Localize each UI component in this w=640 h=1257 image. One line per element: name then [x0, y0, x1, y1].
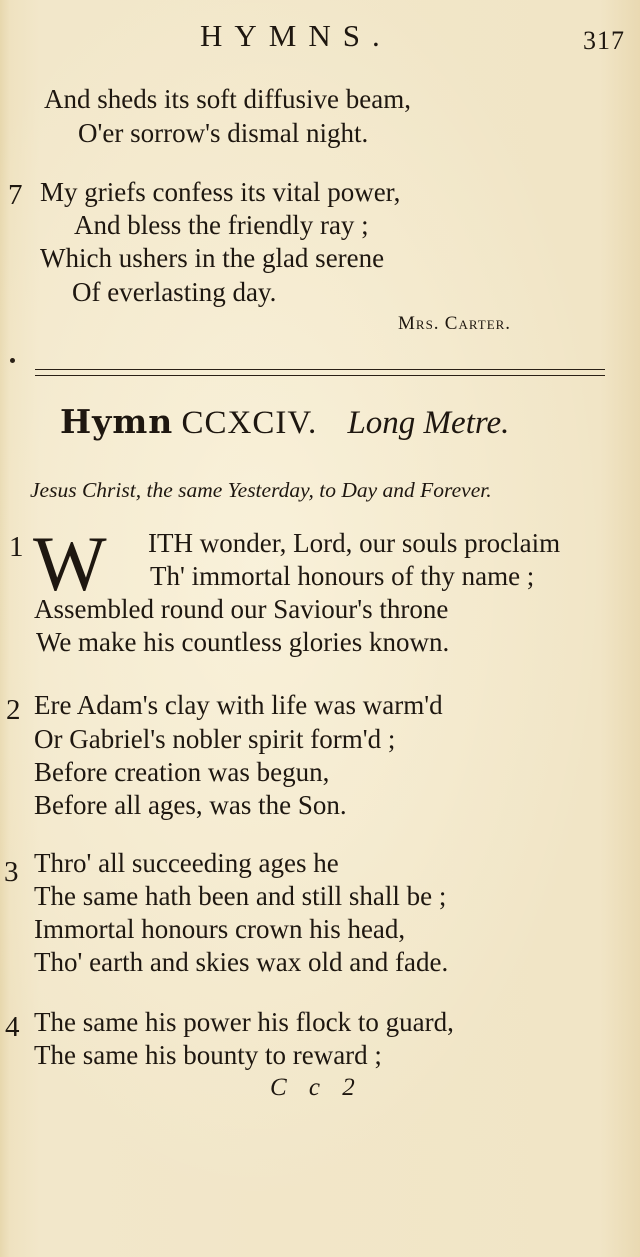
verse-line: Which ushers in the glad serene [40, 243, 385, 273]
verse-line: The same his bounty to reward ; [34, 1040, 382, 1070]
signature-mark: C c 2 [270, 1074, 363, 1101]
verse-line: Or Gabriel's nobler spirit form'd ; [34, 724, 396, 754]
section-rule [35, 369, 605, 376]
verse-line: Immortal honours crown his head, [34, 914, 406, 944]
verse-line: Ere Adam's clay with life was warm'd [34, 690, 443, 720]
stanza-number: 7 [8, 179, 23, 211]
author-attribution [398, 313, 511, 335]
hymn-meter: Long Metre. [347, 405, 510, 441]
running-title: HYMNS. [200, 18, 392, 53]
verse-line: O'er sorrow's dismal night. [78, 118, 369, 148]
verse-line: The same hath been and still shall be ; [34, 881, 447, 911]
hymn-label: Hymn [60, 402, 174, 441]
stanza-number: 4 [5, 1011, 20, 1043]
page-number: 317 [583, 26, 625, 55]
stanza-number: 2 [6, 694, 21, 726]
verse-line: And sheds its soft diffusive beam, [44, 84, 411, 114]
author-prefix: Mrs. [398, 313, 440, 334]
stanza-number: 1 [9, 531, 24, 563]
hymn-heading [60, 402, 509, 442]
ink-dot [10, 358, 15, 363]
verse-line: ITH wonder, Lord, our souls proclaim [148, 528, 561, 558]
verse-line: We make his countless glories known. [36, 627, 450, 657]
verse-line: Tho' earth and skies wax old and fade. [34, 947, 449, 977]
verse-line: Before creation was begun, [34, 757, 330, 787]
verse-line: Thro' all succeeding ages he [34, 848, 339, 878]
hymn-subtitle: Jesus Christ, the same Yesterday, to Day and Forever. [30, 478, 492, 502]
stanza-number: 3 [4, 856, 19, 888]
verse-line: Th' immortal honours of thy name ; [150, 561, 535, 591]
hymn-number: CCXCIV. [181, 405, 318, 441]
verse-line: My griefs confess its vital power, [40, 177, 401, 207]
verse-line: The same his power his flock to guard, [34, 1007, 454, 1037]
drop-cap: W [33, 520, 107, 607]
author-name: Carter. [444, 313, 512, 334]
verse-line: Before all ages, was the Son. [34, 790, 347, 820]
verse-line: Of everlasting day. [72, 277, 277, 307]
verse-line: And bless the friendly ray ; [74, 210, 369, 240]
verse-line: Assembled round our Saviour's throne [34, 594, 449, 624]
